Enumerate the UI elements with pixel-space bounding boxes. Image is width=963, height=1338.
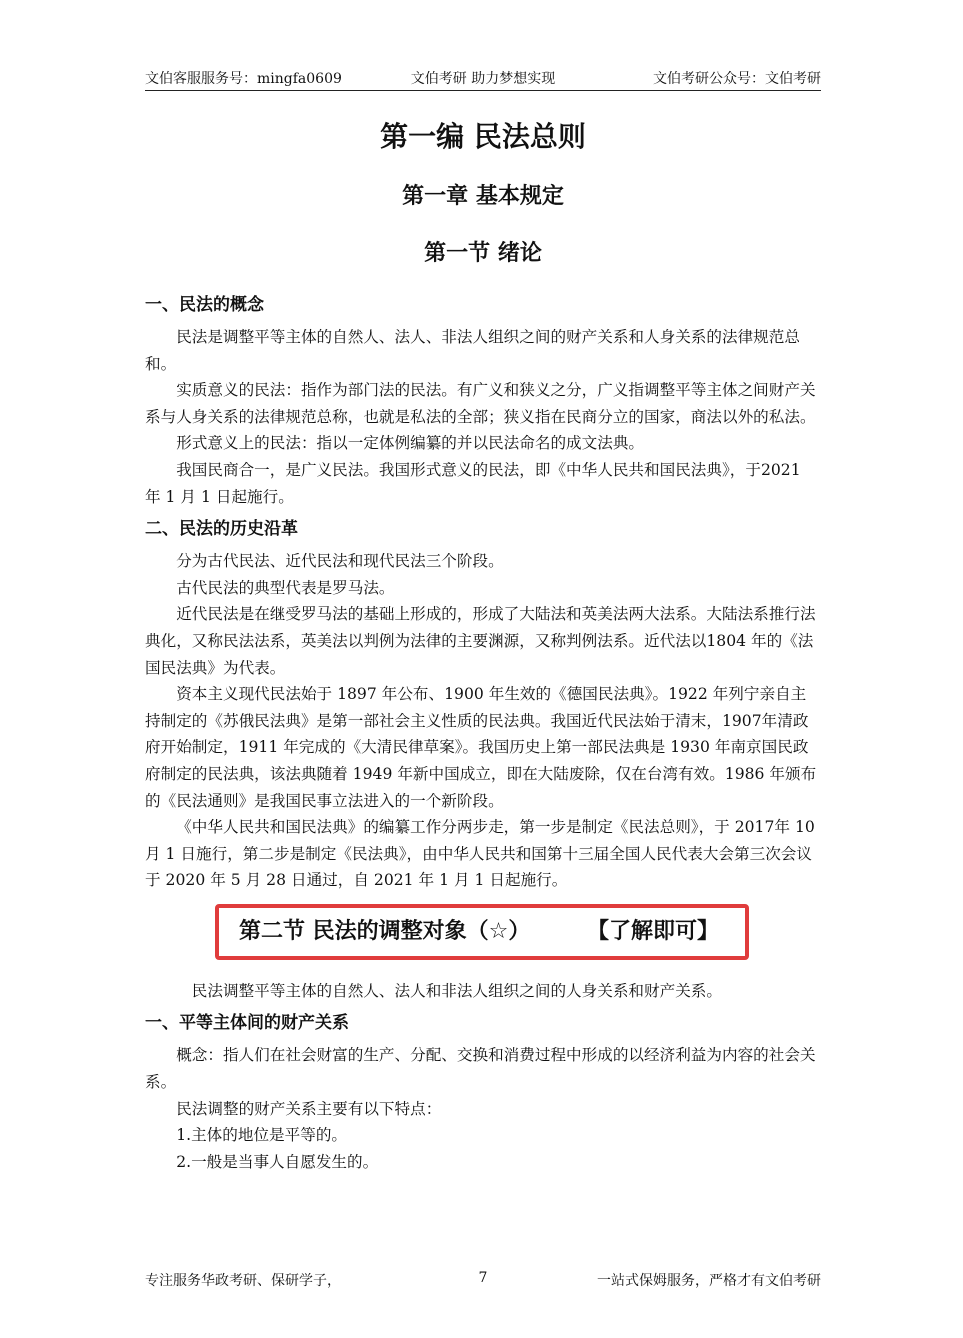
- paragraph: 古代民法的典型代表是罗马法。: [176, 578, 395, 597]
- red-highlight-box: [215, 904, 749, 960]
- header-slogan: 文伯考研 助力梦想实现: [410, 71, 556, 87]
- paragraph: 我国民商合一，是广义民法。我国形式意义的民法，即《中华人民共和国民法典》，于2021 年 1 月 1 日起施行。: [145, 460, 801, 506]
- paragraph: 《中华人民共和国民法典》的编纂工作分两步走，第一步是制定《民法总则》，于 2017年 10 月 1 日施行，第二步是制定《民法典》，由中华人民共和国第十三届全国人民代表大会第三次会议于 2020 年 5 月 28 日通过，自 2021 年 1 月 1 日起施行。: [145, 818, 815, 890]
- paragraph: 民法是调整平等主体的自然人、法人、非法人组织之间的财产关系和人身关系的法律规范总和。: [145, 328, 800, 373]
- paragraph: 民法调整的财产关系主要有以下特点：: [176, 1099, 442, 1118]
- heading-civil-law-history: 二、民法的历史沿革: [145, 519, 298, 540]
- list-item: 2.一般是当事人自愿发生的。: [176, 1152, 379, 1171]
- section-2-title: 第二节 民法的调整对象（☆）: [239, 918, 531, 944]
- paragraph: 分为古代民法、近代民法和现代民法三个阶段。: [176, 552, 504, 571]
- footer-right-text: 一站式保姆服务，严格才有文伯考研: [597, 1273, 821, 1289]
- page-header: [145, 64, 821, 91]
- page-number: 7: [478, 1270, 488, 1286]
- paragraph: 概念：指人们在社会财富的生产、分配、交换和消费过程中形成的以经济利益为内容的社会关系。: [145, 1046, 816, 1092]
- section-2-intro: 民法调整平等主体的自然人、法人和非法人组织之间的人身关系和财产关系。: [191, 981, 722, 1000]
- header-public-account: 文伯考研公众号：文伯考研: [653, 71, 821, 87]
- paragraph: 实质意义的民法：指作为部门法的民法。有广义和狭义之分，广义指调整平等主体之间财产关系与人身关系的法律规范总称，也就是私法的全部；狭义指在民商分立的国家，商法以外的私法。: [145, 381, 816, 426]
- list-item: 1.主体的地位是平等的。: [176, 1126, 348, 1145]
- document-body: [145, 108, 821, 1175]
- header-service-account: 文伯客服服务号：mingfa0609: [145, 71, 342, 87]
- section-title: 第一节 绪论: [424, 241, 542, 266]
- chapter-title: 第一章 基本规定: [402, 184, 564, 209]
- paragraph: 近代民法是在继受罗马法的基础上形成的，形成了大陆法和英美法两大法系。大陆法系推行法典化，又称民法法系，英美法以判例为法律的主要渊源，又称判例法系。近代法以1804 年的《法国民法典》为代表。: [145, 605, 816, 677]
- highlight-section: [145, 894, 821, 978]
- paragraph: 资本主义现代民法始于 1897 年公布、1900 年生效的《德国民法典》。1922 年列宁亲自主持制定的《苏俄民法典》是第一部社会主义性质的民法典。我国近代民法始于清末，1907年清政府开始制定，1911 年完成的《大清民律草案》。我国历史上第一部民法典是 1930 年南京国民政府制定的民法典，该法典随着 1949 年新中国成立，即在大陆废除，仅在台湾有效。1986 年颁布的《民法通则》是我国民事立法进入的一个新阶段。: [145, 685, 817, 810]
- heading-civil-law-concept: 一、民法的概念: [145, 295, 264, 315]
- section-2-tag: 【了解即可】: [586, 918, 719, 944]
- heading-property-relations: 一、平等主体间的财产关系: [145, 1013, 349, 1034]
- page-footer: [145, 1270, 821, 1292]
- footer-left-text: 专注服务华政考研、保研学子，: [145, 1273, 341, 1289]
- paragraph: 形式意义上的民法：指以一定体例编纂的并以民法命名的成文法典。: [176, 434, 645, 453]
- part-title: 第一编 民法总则: [380, 120, 586, 153]
